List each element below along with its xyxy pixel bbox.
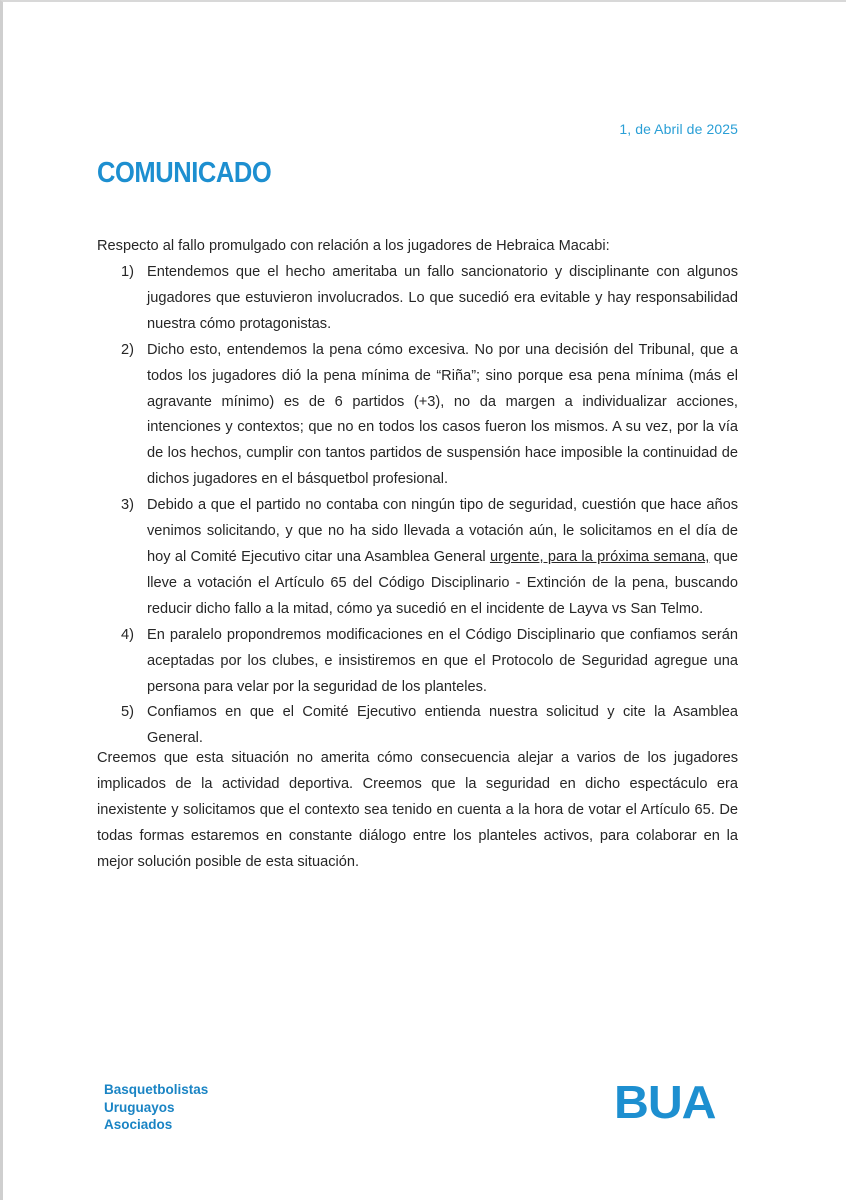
bua-logo: BUA [614, 1076, 716, 1128]
list-item-text: Dicho esto, entendemos la pena cómo excesiva. No por una decisión del Tribunal, que a todos los jugadores dió la pena mínima de “Riña”; sino porque esa pena mínima (más el agravante mínimo) es de 6 partidos (+3), no da margen a individualizar acciones, intenciones y contextos; que no en todos los casos fueron los mismos. A su vez, por la vía de los hechos, cumplir con tantos partidos de suspensión hace imposible la continuidad de dichos jugadores en el básquetbol profesional. [147, 341, 738, 488]
list-item [97, 623, 738, 701]
organization-name-line: Uruguayos [104, 1099, 175, 1115]
list-item [97, 700, 738, 752]
list-item-number: 1) [121, 264, 134, 280]
list-item-text: Entendemos que el hecho ameritaba un fallo sancionatorio y disciplinante con algunos jugadores que estuvieron involucrados. Lo que sucedió era evitable y hay responsabilidad nuestra cómo protagonistas. [147, 264, 738, 332]
list-item-text: En paralelo propondremos modificaciones en el Código Disciplinario que confiamos serán aceptadas por los clubes, e insistiremos en que el Protocolo de Seguridad agregue una persona para velar por la seguridad de los planteles. [147, 626, 738, 695]
organization-name [104, 1081, 208, 1134]
list-item [97, 493, 738, 623]
organization-name-line: Asociados [104, 1117, 173, 1132]
list-item [97, 338, 738, 493]
list-item-text-after: que lleve a votación el Artículo 65 del Código Disciplinario - Extinción de la pena, buscando reducir dicho fallo a la mitad, cómo ya sucedió en el incidente de Layva vs San Telmo. [147, 548, 739, 617]
list-item-number: 4) [121, 626, 134, 643]
list-item-text-before: Debido a que el partido no contaba con ningún tipo de seguridad, cuestión que hace años venimos solicitando, y que no ha sido llevada a votación aún, le solicitamos en el día de hoy al Comité Ejecutivo citar una Asamblea General [147, 497, 738, 565]
list-item [97, 260, 738, 338]
numbered-list [97, 260, 738, 752]
list-item-number: 5) [121, 704, 134, 721]
list-item-text: Confiamos en que el Comité Ejecutivo entienda nuestra solicitud y cite la Asamblea General. [147, 704, 738, 747]
document-date: 1, de Abril de 2025 [619, 121, 738, 137]
intro-paragraph: Respecto al fallo promulgado con relación a los jugadores de Hebraica Macabi: [97, 238, 610, 254]
list-item-number: 3) [121, 497, 134, 514]
list-item-number: 2) [121, 341, 134, 358]
document-title: COMUNICADO [97, 157, 272, 189]
list-item-text-underlined: urgente, para la próxima semana, [489, 548, 710, 565]
closing-paragraph: Creemos que esta situación no amerita cómo consecuencia alejar a varios de los jugadores implicados de la actividad deportiva. Creemos que la seguridad en dicho espectáculo era inexistente y solicitamos que el contexto sea tenido en cuenta a la hora de votar el Artículo 65. De todas formas estaremos en constante diálogo entre los planteles activos, para colaborar en la mejor solución posible de esta situación. [97, 750, 738, 870]
organization-name-line: Basquetbolistas [104, 1082, 209, 1097]
